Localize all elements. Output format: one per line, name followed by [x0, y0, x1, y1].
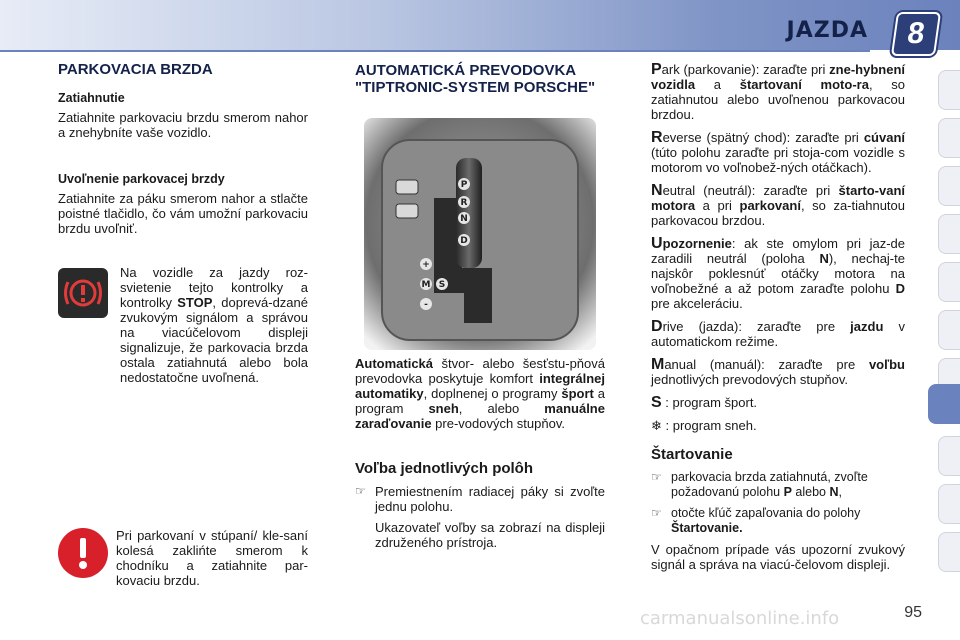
gear-letter-s: S: [438, 280, 446, 290]
pointing-hand-icon: ☞: [651, 470, 662, 484]
snow-program: [651, 418, 905, 433]
mid-text: [355, 356, 605, 556]
watermark: carmanualsonline.info: [640, 608, 840, 629]
t: R: [651, 129, 663, 146]
pointing-hand-icon: ☞: [355, 484, 366, 498]
t: , doplnenej o programy: [423, 386, 562, 401]
t: U: [651, 235, 663, 252]
warning-1-b: STOP: [177, 295, 213, 310]
gear-letter-p: P: [460, 180, 468, 190]
header-underline: [0, 50, 870, 52]
t: integrálnej automatiky: [355, 371, 605, 401]
release-text: Zatiahnite za páku smerom nahor a stlačte poistné tlačidlo, čo vám umožní parkovaciu brzdu uvoľniť.: [58, 191, 308, 236]
chapter-tab[interactable]: [938, 214, 960, 254]
bullet-text: Premiestnením radiacej páky si zvoľte jednu polohu.: [375, 484, 605, 514]
t: D: [895, 281, 905, 296]
t: ,: [838, 485, 842, 499]
t: , so zatiahnutou alebo uvoľnenou parkovacou brzdou.: [651, 77, 905, 122]
chapter-number-badge: 8: [891, 12, 941, 56]
t: Automatická: [355, 356, 434, 371]
t: parkovaní: [739, 198, 801, 213]
t: pre akceleráciu.: [651, 296, 743, 311]
t: pozornenie: [662, 236, 732, 251]
t: (túto polohu zaraďte pri stoja-com vozidle s motorom vo voľnobež-ných otáčkach).: [651, 145, 905, 175]
chapter-tab[interactable]: [938, 70, 960, 110]
t: : ak ste omylom pri jaz-de zaradili neutrál (poloha: [651, 236, 905, 266]
engage-text: Zatiahnite parkovaciu brzdu smerom nahor a znehybníte vaše vozidlo.: [58, 110, 308, 140]
gear-letter-n: N: [460, 214, 468, 224]
t: cúvaní: [863, 130, 905, 145]
t: štartovaní moto-ra: [739, 77, 869, 92]
t: eutral (neutrál): zaraďte pri: [662, 183, 839, 198]
t: šport: [561, 386, 594, 401]
t: N: [819, 251, 829, 266]
gear-m-desc: [651, 357, 905, 387]
warning-1-c: , doprevá-dzané zvukovým signálom a správou na viacúčelovom displeji signalizuje, že parkovacia brzda ostala zatiahnutá alebo bola nedostatočne uvoľnená.: [120, 295, 308, 385]
t: a program: [355, 386, 606, 416]
gear-letter-minus: -: [424, 300, 428, 310]
section-title-position-selection: Voľba jednotlivých polôh: [355, 460, 534, 477]
neutral-warning: [651, 236, 905, 311]
gear-r-desc: [651, 130, 905, 175]
gear-selector-photo: [364, 118, 596, 350]
final-note: V opačnom prípade vás upozorní zvukový signál a správa na viacú-čelovom displeji.: [651, 542, 905, 572]
chapter-title: JAZDA: [786, 18, 868, 43]
t: a pri: [695, 198, 740, 213]
gear-n-desc: [651, 183, 905, 228]
bullet-item: [651, 506, 905, 536]
t: rive (jazda): zaraďte pre: [662, 319, 851, 334]
t: D: [651, 318, 663, 335]
left-column: [58, 62, 308, 244]
section-title-parking-brake: PARKOVACIA BRZDA: [58, 61, 213, 78]
t: P: [783, 485, 792, 499]
t: pre-vodových stupňov.: [431, 416, 565, 431]
bullet-item: [651, 470, 905, 500]
gear-d-desc: [651, 319, 905, 349]
pointing-hand-icon: ☞: [651, 506, 662, 520]
t: ), nechaj-te najskôr poklesnúť otáčky motora na voľnobežné a až potom zaraďte polohu: [651, 251, 905, 296]
t: alebo: [791, 485, 830, 499]
t: S: [651, 394, 662, 411]
chapter-tab-active[interactable]: [928, 384, 960, 424]
t: : program sneh.: [661, 418, 757, 433]
t: everse (spätný chod): zaraďte pri: [662, 130, 864, 145]
gear-letter-m: M: [421, 280, 431, 290]
t: voľbu: [868, 357, 905, 372]
t: a: [695, 77, 740, 92]
bullet-item: [355, 484, 605, 550]
mid-title-wrap: [355, 62, 605, 106]
chapter-tab[interactable]: [938, 166, 960, 206]
brake-warning-lamp-icon: [58, 268, 108, 318]
t: ark (parkovanie): zaraďte pri: [661, 62, 830, 77]
t: sneh: [428, 401, 459, 416]
sport-program: [651, 395, 905, 410]
t: P: [651, 61, 662, 78]
t: parkovacia brzda zatiahnutá, zvoľte požadovanú polohu: [671, 470, 868, 499]
gear-letter-d: D: [460, 236, 468, 246]
subhead-engage: Zatiahnutie: [58, 91, 125, 105]
t: M: [651, 356, 665, 373]
chapter-tab[interactable]: [938, 262, 960, 302]
t: štarto-vaní motora: [651, 183, 905, 213]
right-column: [651, 62, 905, 580]
t: N: [829, 485, 839, 499]
chapter-tab[interactable]: [938, 484, 960, 524]
exclamation-warning-icon: [58, 528, 108, 578]
snowflake-icon: ❄: [651, 418, 662, 433]
gear-letter-r: R: [460, 198, 468, 208]
t: anual (manuál): zaraďte pre: [664, 357, 869, 372]
section-title-starting: Štartovanie: [651, 446, 733, 463]
t: , so za-tiahnutou parkovacou brzdou.: [651, 198, 906, 228]
section-title-automatic-gearbox: AUTOMATICKÁ PREVODOVKA "TIPTRONIC-SYSTEM PORSCHE": [355, 62, 596, 96]
gear-p-desc: [651, 62, 905, 122]
t: : program šport.: [661, 395, 758, 410]
warning-2: [116, 528, 308, 596]
t: , alebo: [458, 401, 545, 416]
chapter-tab[interactable]: [938, 310, 960, 350]
warning-1-top: [120, 265, 308, 385]
page-number: 95: [904, 604, 922, 621]
t: jednotlivých prevodových stupňov.: [651, 372, 849, 387]
chapter-tab[interactable]: [938, 118, 960, 158]
t: Štartovanie.: [671, 521, 743, 535]
subhead-release: Uvoľnenie parkovacej brzdy: [58, 172, 225, 186]
t: otočte kľúč zapaľovania do polohy: [671, 506, 861, 520]
chapter-tab[interactable]: [938, 532, 960, 572]
bullet-subtext: Ukazovateľ voľby sa zobrazí na displeji združeného prístroja.: [375, 520, 605, 550]
gear-letter-plus: +: [422, 260, 430, 270]
warning-1-a: Na vozidle za jazdy roz-svietenie tejto kontrolky a kontrolky: [120, 265, 308, 310]
t: štvor- alebo šesťstu-pňová prevodovka poskytuje komfort: [355, 356, 605, 386]
t: zne-hybnení vozidla: [651, 62, 905, 92]
chapter-tabs: [938, 70, 960, 570]
chapter-tab[interactable]: [938, 436, 960, 476]
t: v automatickom režime.: [651, 319, 905, 349]
warning-2-text: Pri parkovaní v stúpaní/ kle-saní kolesá zaklińte smerom k chodníku a zatiahnite par-kovaciu brzdu.: [116, 528, 308, 588]
t: N: [651, 182, 663, 199]
t: manuálne zaraďovanie: [355, 401, 605, 431]
t: jazdu: [850, 319, 884, 334]
